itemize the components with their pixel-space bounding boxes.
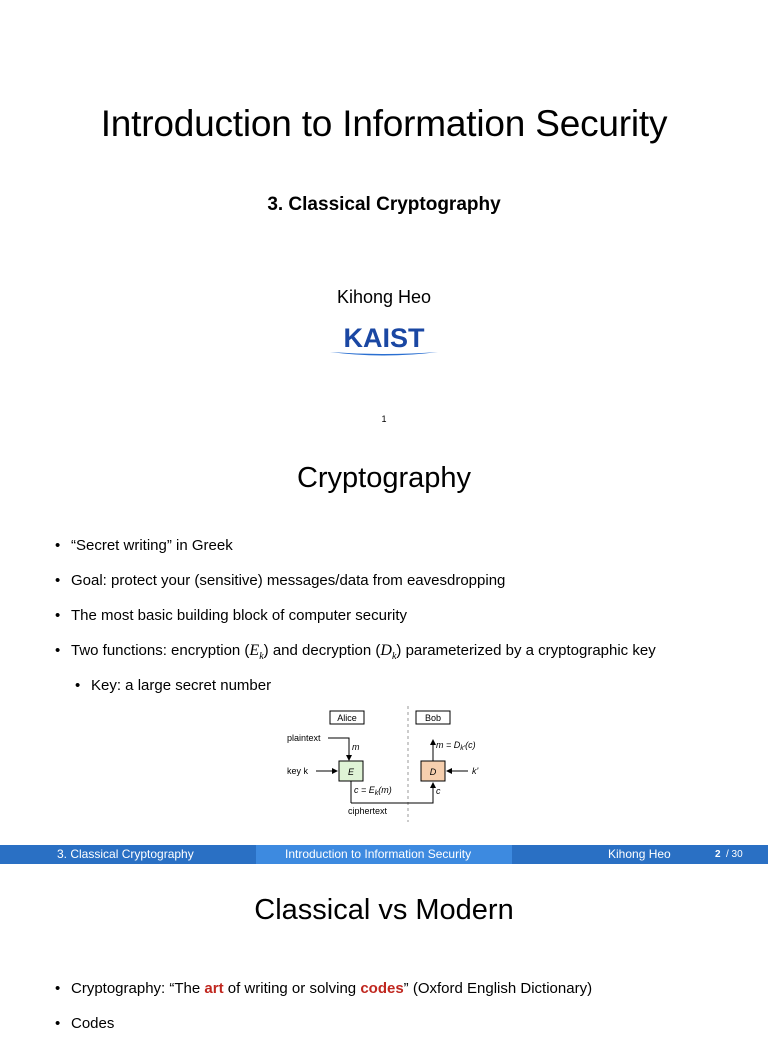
ciphertext-label: ciphertext bbox=[348, 806, 388, 816]
bullet-list bbox=[55, 537, 656, 712]
footer-segment bbox=[256, 845, 512, 864]
slide-title: Classical vs Modern bbox=[254, 894, 514, 926]
logo-wordmark: KAIST bbox=[343, 323, 425, 353]
footer-author: Kihong Heo bbox=[608, 847, 671, 861]
bob-label: Bob bbox=[424, 713, 442, 723]
slide-footer bbox=[0, 845, 768, 864]
key-k-label: key k bbox=[287, 766, 309, 776]
decrypt-label: D bbox=[429, 767, 437, 777]
bullet-item: • “Secret writing” in Greek bbox=[55, 537, 656, 572]
c-label: c bbox=[436, 786, 441, 796]
encrypt-label: E bbox=[347, 767, 355, 777]
footer-course-name: Introduction to Information Security bbox=[285, 847, 472, 861]
sub-bullet-item: • Key: a large secret number bbox=[75, 677, 656, 712]
c-enc-label: $c = E_k(m)$ bbox=[354, 785, 392, 797]
slide-title: Cryptography bbox=[296, 462, 472, 494]
page-number: 1 bbox=[381, 414, 387, 424]
footer-page-total: / 30 bbox=[726, 849, 743, 860]
m-output-label: $m = D_{k'}(c)$ bbox=[436, 740, 476, 752]
footer-page: 2 bbox=[715, 849, 721, 860]
m-input-label: m bbox=[352, 742, 360, 752]
highlight-codes: codes bbox=[360, 980, 404, 997]
k-prime-label: k' bbox=[472, 766, 479, 776]
slide-subtitle: 3. Classical Cryptography bbox=[267, 194, 501, 215]
author-name: Kihong Heo bbox=[336, 287, 432, 307]
bullet-item: • Goal: protect your (sensitive) messages/data from eavesdropping bbox=[55, 572, 656, 607]
crypto-diagram bbox=[282, 706, 502, 822]
footer-course-part: 3. Classical Cryptography bbox=[57, 847, 194, 861]
bullet-item: • Cryptography: “The art of writing or solving codes” (Oxford English Dictionary) bbox=[55, 980, 592, 1015]
slide-title: Introduction to Information Security bbox=[100, 103, 668, 144]
kaist-logo bbox=[328, 323, 440, 361]
highlight-art: art bbox=[204, 980, 224, 997]
bullet-list bbox=[55, 980, 592, 1050]
plaintext-label: plaintext bbox=[287, 733, 321, 743]
plaintext-arrow bbox=[328, 738, 349, 760]
bullet-item: • The most basic building block of computer security bbox=[55, 607, 656, 642]
bullet-item: • Two functions: encryption $(E_k)$ and decryption $(D_k)$ parameterized by a cryptographic key bbox=[55, 642, 656, 677]
alice-label: Alice bbox=[337, 713, 357, 723]
bullet-item: • Codes bbox=[55, 1015, 592, 1050]
footer-segment bbox=[512, 845, 768, 864]
footer-segment bbox=[0, 845, 256, 864]
